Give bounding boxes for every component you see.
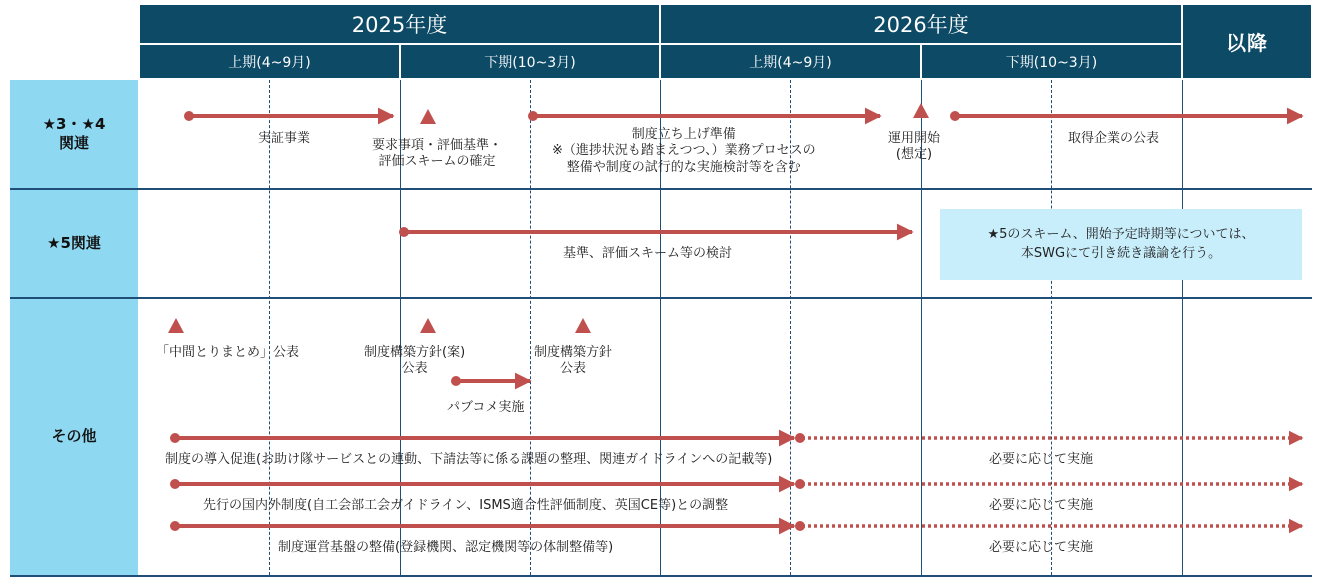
- milestone-triangle: [420, 109, 436, 124]
- header-later: 以降: [1183, 5, 1311, 78]
- text-operation-start: 運用開始 (想定): [888, 131, 941, 163]
- start-dot: [184, 111, 194, 121]
- text-system-prep: 制度立ち上げ準備 ※（進捗状況も踏まえつつ、）業務プロセスの 整備や制度の試行的な実施検討等を含む: [552, 127, 816, 175]
- header-year-2026: 2026年度: [661, 5, 1181, 43]
- row-label-star5: ★5関連: [10, 190, 138, 297]
- start-dot: [170, 479, 180, 489]
- milestone-triangle: [575, 318, 591, 333]
- milestone-triangle: [913, 103, 929, 118]
- text-policy-final: 制度構築方針 公表: [534, 345, 613, 377]
- header-half-2026-first: 上期(4~9月): [661, 45, 920, 78]
- transition-dot: [795, 479, 805, 489]
- text-public-comment: パブコメ実施: [447, 400, 525, 415]
- text-infrastructure: 制度運営基盤の整備(登録機関、認定機関等の体制整備等): [278, 540, 614, 555]
- text-demo-project: 実証事業: [258, 131, 311, 146]
- start-dot: [528, 111, 538, 121]
- text-as-needed-3: 必要に応じて実施: [989, 540, 1094, 555]
- text-requirements-fixed: 要求事項・評価基準・ 評価スキームの確定: [372, 138, 503, 170]
- text-company-publication: 取得企業の公表: [1068, 131, 1160, 146]
- header-half-2026-second: 下期(10~3月): [922, 45, 1181, 78]
- start-dot: [170, 433, 180, 443]
- start-dot: [451, 376, 461, 386]
- transition-dot: [795, 433, 805, 443]
- text-policy-draft: 制度構築方針(案) 公表: [364, 345, 466, 377]
- start-dot: [399, 227, 409, 237]
- header-half-2025-second: 下期(10~3月): [401, 45, 659, 78]
- text-interim-summary: 「中間とりまとめ」公表: [156, 345, 300, 360]
- text-coordination: 先行の国内外制度(自工会部工会ガイドライン、ISMS適合性評価制度、英国CE等)との調整: [203, 498, 729, 513]
- transition-dot: [795, 521, 805, 531]
- row-label-star34: ★3・★4 関連: [10, 80, 138, 188]
- text-star5-study: 基準、評価スキーム等の検討: [563, 246, 733, 261]
- star5-note-box: ★5のスキーム、開始予定時期等については、 本SWGにて引き続き議論を行う。: [940, 209, 1302, 280]
- header-half-2025-first: 上期(4~9月): [140, 45, 399, 78]
- header-year-2025: 2025年度: [140, 5, 659, 43]
- milestone-triangle: [420, 318, 436, 333]
- start-dot: [950, 111, 960, 121]
- milestone-triangle: [168, 318, 184, 333]
- text-as-needed-1: 必要に応じて実施: [989, 452, 1094, 467]
- text-promotion: 制度の導入促進(お助け隊サービスとの連動、下請法等に係る課題の整理、関連ガイドラインへの記載等): [165, 452, 773, 467]
- row-label-others: その他: [10, 299, 138, 575]
- text-as-needed-2: 必要に応じて実施: [989, 498, 1094, 513]
- start-dot: [170, 521, 180, 531]
